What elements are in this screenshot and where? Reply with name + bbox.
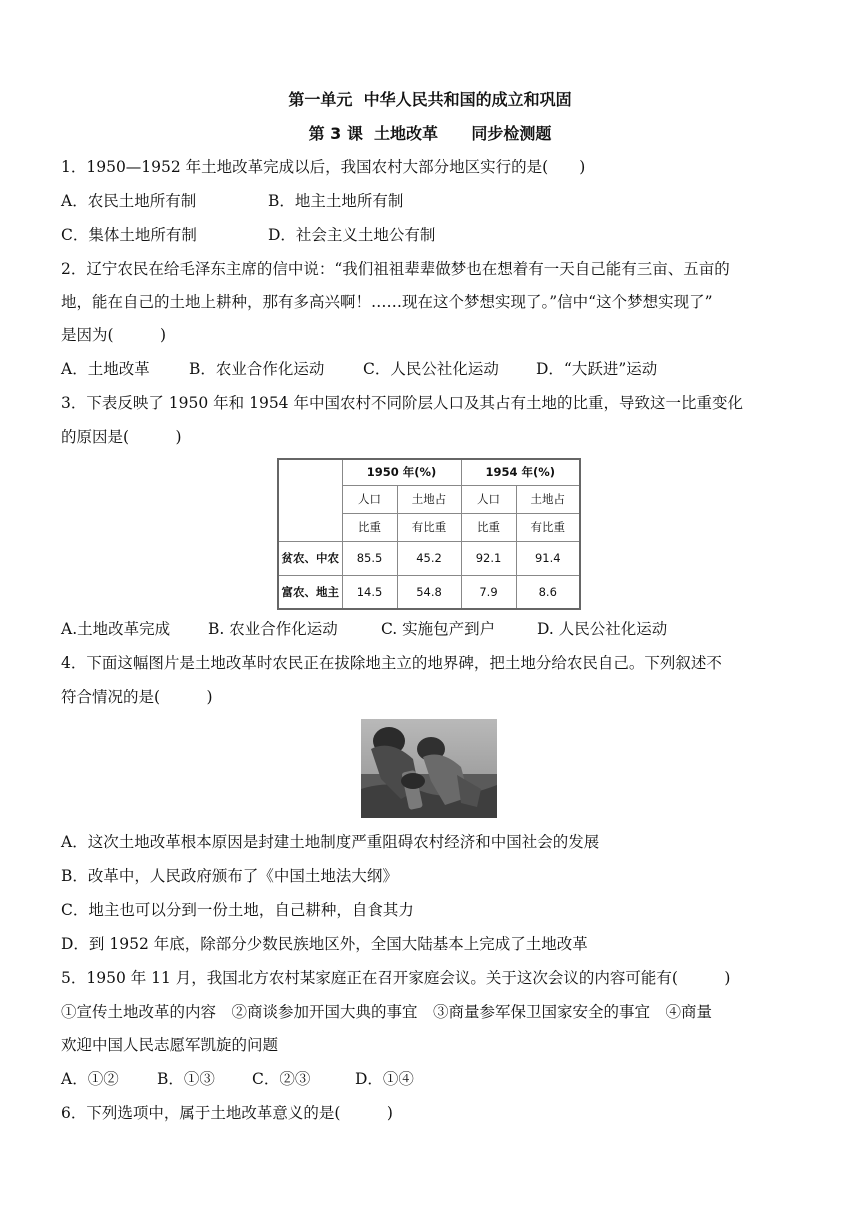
q5-option-d: D．①④ bbox=[355, 1070, 414, 1088]
subheader-land-1950-line2: 有比重 bbox=[397, 513, 461, 541]
q2-option-a: A．土地改革 bbox=[61, 360, 150, 378]
subheader-pop-1950: 人口 bbox=[342, 485, 397, 513]
q3-option-b: B. 农业合作化运动 bbox=[208, 620, 338, 638]
row-label: 贫农、中农 bbox=[278, 541, 342, 575]
q3-stem-line2: 的原因是( ) bbox=[61, 428, 182, 446]
table-corner-cell bbox=[278, 459, 342, 541]
cell-pop-1954: 92.1 bbox=[461, 541, 516, 575]
cell-land-1950: 54.8 bbox=[397, 575, 461, 609]
q4-option-a: A．这次土地改革根本原因是封建土地制度严重阻碍农村经济和中国社会的发展 bbox=[61, 833, 600, 851]
q2-option-b: B．农业合作化运动 bbox=[189, 360, 325, 378]
q6-stem: 6．下列选项中，属于土地改革意义的是( ) bbox=[61, 1104, 393, 1122]
cell-land-1954: 8.6 bbox=[516, 575, 580, 609]
cell-pop-1954: 7.9 bbox=[461, 575, 516, 609]
q1-option-c: C．集体土地所有制 bbox=[61, 226, 197, 244]
q1-option-d: D．社会主义土地公有制 bbox=[268, 226, 436, 244]
q5-option-a: A．①② bbox=[61, 1070, 119, 1088]
cell-pop-1950: 85.5 bbox=[342, 541, 397, 575]
table-header-1954: 1954 年(%) bbox=[461, 459, 580, 485]
q1-option-b: B．地主土地所有制 bbox=[268, 192, 404, 210]
land-ratio-table bbox=[277, 458, 581, 610]
q3-stem-line1: 3．下表反映了 1950 年和 1954 年中国农村不同阶层人口及其占有土地的比重，导致这一比重变化 bbox=[61, 394, 743, 412]
q2-option-d: D．“大跃进”运动 bbox=[536, 360, 658, 378]
q2-stem-line1: 2．辽宁农民在给毛泽东主席的信中说：“我们祖祖辈辈做梦也在想着有一天自己能有三亩、五亩的 bbox=[61, 260, 730, 278]
q1-option-a: A．农民土地所有制 bbox=[61, 192, 197, 210]
cell-land-1950: 45.2 bbox=[397, 541, 461, 575]
q1-stem: 1．1950—1952 年土地改革完成以后，我国农村大部分地区实行的是( ) bbox=[61, 158, 586, 176]
subheader-land-1954: 土地占 bbox=[516, 485, 580, 513]
subheader-pop-1950-line2: 比重 bbox=[342, 513, 397, 541]
q2-stem-line3: 是因为( ) bbox=[61, 326, 167, 344]
q4-option-c: C．地主也可以分到一份土地，自己耕种，自食其力 bbox=[61, 901, 414, 919]
q2-option-c: C．人民公社化运动 bbox=[363, 360, 499, 378]
q3-option-a: A.土地改革完成 bbox=[61, 620, 171, 638]
q3-option-c: C. 实施包产到户 bbox=[381, 620, 496, 638]
subheader-pop-1954: 人口 bbox=[461, 485, 516, 513]
q2-stem-line2: 地，能在自己的土地上耕种，那有多高兴啊！……现在这个梦想实现了。”信中“这个梦想实现了” bbox=[61, 293, 713, 311]
lesson-title: 第 3 课 土地改革 同步检测题 bbox=[308, 124, 552, 143]
cell-land-1954: 91.4 bbox=[516, 541, 580, 575]
table-row bbox=[278, 541, 580, 575]
q5-option-c: C．②③ bbox=[252, 1070, 311, 1088]
table-row bbox=[278, 575, 580, 609]
row-label: 富农、地主 bbox=[278, 575, 342, 609]
q4-option-d: D．到 1952 年底，除部分少数民族地区外，全国大陆基本上完成了土地改革 bbox=[61, 935, 588, 953]
q5-option-b: B．①③ bbox=[157, 1070, 215, 1088]
q5-items-line2: 欢迎中国人民志愿军凯旋的问题 bbox=[61, 1036, 279, 1054]
q5-stem: 5．1950 年 11 月，我国北方农村某家庭正在召开家庭会议。关于这次会议的内容可能有( ) bbox=[61, 969, 731, 987]
q4-stem-line2: 符合情况的是( ) bbox=[61, 688, 213, 706]
q4-option-b: B．改革中，人民政府颁布了《中国土地法大纲》 bbox=[61, 867, 398, 885]
q5-items-line1: ①宣传土地改革的内容 ②商谈参加开国大典的事宜 ③商量参军保卫国家安全的事宜 ④商量 bbox=[61, 1003, 713, 1021]
subheader-pop-1954-line2: 比重 bbox=[461, 513, 516, 541]
q3-option-d: D. 人民公社化运动 bbox=[537, 620, 668, 638]
subheader-land-1954-line2: 有比重 bbox=[516, 513, 580, 541]
unit-title: 第一单元 中华人民共和国的成立和巩固 bbox=[288, 90, 572, 109]
q4-stem-line1: 4．下面这幅图片是土地改革时农民正在拔除地主立的地界碑，把土地分给农民自己。下列叙述不 bbox=[61, 654, 722, 672]
land-reform-photo bbox=[361, 719, 497, 818]
cell-pop-1950: 14.5 bbox=[342, 575, 397, 609]
subheader-land-1950: 土地占 bbox=[397, 485, 461, 513]
table-header-1950: 1950 年(%) bbox=[342, 459, 461, 485]
